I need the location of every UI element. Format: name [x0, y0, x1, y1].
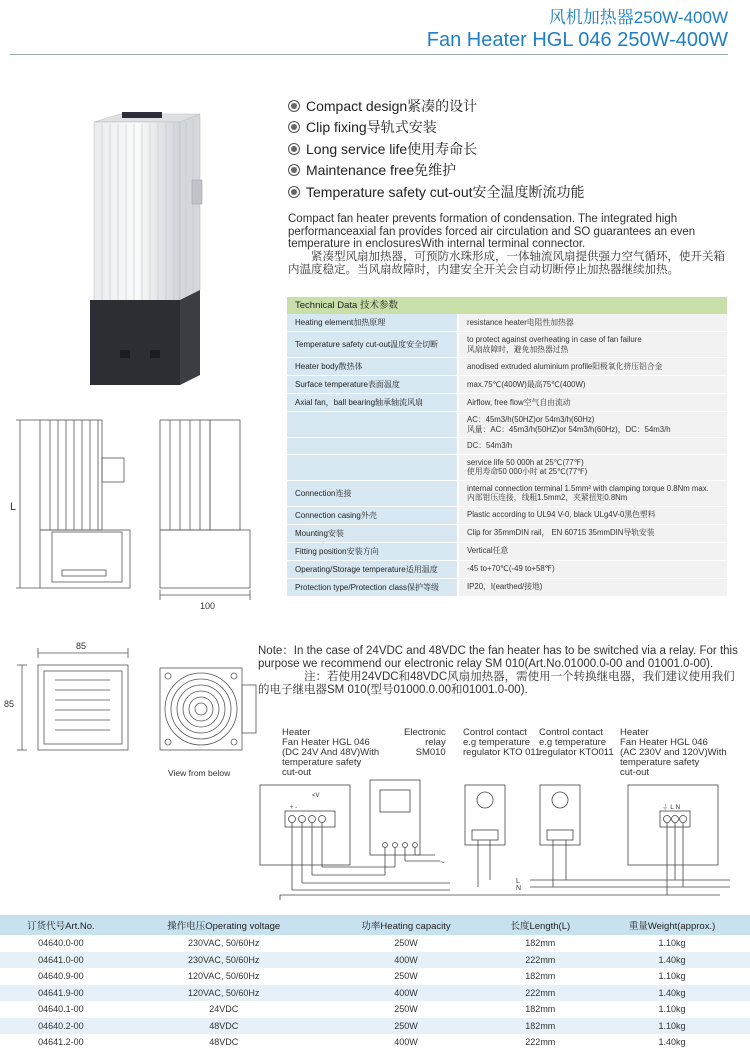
- feature-list: [288, 95, 728, 203]
- spec-header: 订货代号Art.No.: [0, 915, 122, 935]
- wiring-label-line: Fan Heater HGL 046: [620, 737, 708, 748]
- wiring-label-line: Control contact: [539, 727, 603, 738]
- table-cell: 1.40kg: [594, 985, 750, 1002]
- tech-row-value: [459, 438, 727, 454]
- tech-row: [287, 455, 727, 481]
- table-cell: 222mm: [525, 1037, 556, 1048]
- tech-row-label: Heating element加热原理: [287, 314, 457, 331]
- table-cell: 250W: [394, 971, 418, 982]
- wiring-heater-left: [282, 728, 379, 778]
- dim-85-side-label: 85: [4, 699, 15, 709]
- table-cell: 1.10kg: [658, 938, 686, 949]
- table-cell: 182mm: [525, 971, 556, 982]
- wiring-contact-2: [539, 728, 614, 758]
- table-cell: 04640.9-00: [38, 971, 84, 982]
- table-cell: 182mm: [525, 938, 556, 949]
- page-title-zh: 风机加热器250W-400W: [548, 8, 728, 27]
- feature-item: Long service life使用寿命长: [288, 138, 728, 160]
- tech-row-value: [459, 481, 727, 506]
- wiring-label-line: temperature safety: [620, 757, 700, 768]
- feature-item: Clip fixing导轨式安装: [288, 117, 728, 139]
- wiring-label-line: Heater: [282, 727, 311, 738]
- table-cell: 400W: [394, 1037, 418, 1048]
- tech-row-value: [459, 394, 727, 411]
- wiring-label-line: Heater: [620, 727, 649, 738]
- wiring-relay: [404, 728, 446, 758]
- spec-header: 操作电压Operating voltage: [122, 915, 326, 935]
- tech-row-value: [459, 455, 727, 480]
- table-cell: 222mm: [487, 952, 595, 969]
- dim-85-top-label: 85: [76, 641, 87, 651]
- table-cell: 120VAC, 50/60Hz: [188, 971, 260, 982]
- tech-row: [287, 438, 727, 455]
- table-cell: 48VDC: [209, 1037, 239, 1048]
- table-cell: 250W: [394, 938, 418, 949]
- table-cell: 04641.2-00: [38, 1037, 84, 1048]
- bullet-icon: [288, 143, 300, 155]
- table-cell: 250W: [394, 1004, 418, 1015]
- tech-value-line: -45 to+70℃(-49 to+58℉): [467, 564, 555, 574]
- tech-value-line: max.75℃(400W)最高75℃(400W): [467, 379, 586, 389]
- tech-value-line: 使用寿命50 000小时 at 25℃(77℉): [467, 467, 588, 476]
- tech-row-label: Mounting安装: [287, 525, 457, 542]
- view-caption: View from below: [168, 768, 231, 778]
- tech-value-line: DC：54m3/h: [467, 441, 513, 450]
- tech-value-line: 风量：AC：45m3/h(50HZ)or 54m3/h(60Hz)，DC：54m3/h: [467, 424, 671, 434]
- tech-row-label: Surface temperature表面温度: [287, 376, 457, 393]
- spec-header: 长度Length(L): [487, 915, 595, 935]
- tech-value-line: service life 50 000h at 25℃(77℉): [467, 457, 584, 467]
- tech-row: [287, 394, 727, 412]
- tech-row: [287, 412, 727, 438]
- tech-row-value: [459, 561, 727, 578]
- table-cell: 400W: [326, 952, 487, 969]
- table-cell: 230VAC, 50/60Hz: [122, 952, 326, 969]
- table-row: [0, 952, 750, 969]
- tech-value-line: 风扇故障时，避免加热器过热: [467, 344, 569, 354]
- wiring-label-line: regulator KTO 011: [463, 747, 541, 758]
- tech-value-line: Plastic according to UL94 V-0, black ULg4V-0黑色塑料: [467, 510, 656, 520]
- wiring-label-line: cut-out: [620, 767, 650, 778]
- wiring-heater-right: [620, 728, 727, 778]
- table-cell: 400W: [326, 985, 487, 1002]
- wiring-contact-1: [463, 728, 540, 758]
- table-cell: 04640.0-00: [38, 938, 84, 949]
- tech-row-label: Protection type/Protection class保护等级: [287, 579, 457, 596]
- bullet-icon: [288, 164, 300, 176]
- dimension-drawings: [0, 400, 260, 780]
- tech-row-value: [459, 507, 727, 524]
- spec-header: 功率Heating capacity: [326, 915, 487, 935]
- tech-row: [287, 332, 727, 358]
- tech-value-line: Clip for 35mmDIN rail， EN 60715 35mmDIN导轨安装: [467, 528, 655, 538]
- tech-row: [287, 525, 727, 543]
- tech-row-label: [287, 438, 457, 454]
- tech-value-line: to protect against overheating in case of fan failure: [467, 335, 642, 344]
- table-cell: 04640.2-00: [0, 1018, 122, 1035]
- tech-row: [287, 561, 727, 579]
- wiring-label-line: SM010: [415, 747, 446, 758]
- note-en: Note：In the case of 24VDC and 48VDC the fan heater has to be switched via a relay. For this purpose we recommend our electronic relay SM 010(Art.No.01000.0-00 and 01001.0-00).: [258, 645, 738, 670]
- wiring-label-line: Electronic: [404, 727, 446, 738]
- tech-row-label: Connection casing外壳: [287, 507, 457, 524]
- terminal-right-label: ⏚ L N: [662, 804, 681, 811]
- tech-value-line: Vertical任意: [467, 546, 509, 556]
- description-zh: 紧凑型风扇加热器，可预防水珠形成，一体轴流风扇提供强力空气循环，使开关箱内温度稳定。当风扇故障时，内建安全开关会自动切断停止加热器继续加热。: [288, 250, 725, 277]
- tech-row-label: [287, 412, 457, 437]
- product-description: [288, 213, 728, 278]
- mains-symbol: ~: [440, 858, 445, 867]
- wiring-diagram: [250, 775, 740, 905]
- wiring-label-line: e.g temperature: [463, 737, 531, 748]
- table-cell: 1.10kg: [658, 1004, 686, 1015]
- description-en: Compact fan heater prevents formation of condensation. The integrated high performanceaxial fan provides forced air circulation and SO guarantees an even temperature in enclosuresWith internal terminal connector.: [288, 213, 696, 251]
- bullet-icon: [288, 100, 300, 112]
- table-cell: 250W: [326, 1018, 487, 1035]
- table-cell: 1.10kg: [594, 1018, 750, 1035]
- order-spec-table: [0, 915, 750, 1051]
- feature-item: Temperature safety cut-out安全温度断流功能: [288, 181, 728, 203]
- tech-value-line: IP20，I(earthed/接地): [467, 582, 543, 592]
- tech-row-label: Operating/Storage temperature适用温度: [287, 561, 457, 578]
- technical-data-table: [287, 297, 727, 597]
- table-cell: 1.40kg: [658, 1037, 686, 1048]
- table-cell: 222mm: [487, 985, 595, 1002]
- tech-row: [287, 543, 727, 561]
- table-row: [0, 935, 750, 952]
- wiring-label-line: regulator KTO011: [539, 747, 614, 758]
- tech-value-line: Airflow, free flow空气自由流动: [467, 397, 571, 407]
- relay-note: [258, 645, 738, 697]
- table-row: [0, 968, 750, 985]
- dim-l-label: L: [10, 501, 17, 513]
- tech-row: [287, 358, 727, 376]
- tech-row: [287, 376, 727, 394]
- tech-value-line: internal connection terminal 1.5mm² with clamping torque 0.8Nm max.: [467, 483, 709, 493]
- table-cell: 182mm: [487, 1018, 595, 1035]
- tech-row-value: [459, 579, 727, 596]
- tech-row: [287, 314, 727, 332]
- table-row: [0, 1034, 750, 1051]
- technical-data-title: Technical Data 技术参数: [287, 297, 727, 314]
- wiring-label-line: Fan Heater HGL 046: [282, 737, 370, 748]
- line-n-label: N: [516, 885, 522, 892]
- tech-row-value: [459, 376, 727, 393]
- table-cell: 230VAC, 50/60Hz: [188, 938, 260, 949]
- wiring-label-line: temperature safety: [282, 757, 362, 768]
- tech-row-label: Connection连接: [287, 481, 457, 506]
- terminal-left-label: + -: [290, 805, 298, 811]
- tech-row-label: [287, 455, 457, 480]
- tech-value-line: anodised extruded aluminium profile阳极氧化挤压铝合金: [467, 361, 663, 371]
- table-cell: 48VDC: [122, 1018, 326, 1035]
- table-cell: 24VDC: [209, 1004, 239, 1015]
- tech-value-line: AC：45m3/h(50HZ)or 54m3/h(60Hz): [467, 415, 595, 424]
- feature-item: Maintenance free免维护: [288, 160, 728, 182]
- line-l-label: L: [516, 878, 520, 885]
- tech-row-label: Temperature safety cut-out温度安全切断: [287, 332, 457, 357]
- tech-row: [287, 481, 727, 507]
- tech-value-line: 内部钳压连接，线粗1.5mm2，夹紧扭矩0.8Nm: [467, 493, 628, 502]
- bullet-icon: [288, 121, 300, 133]
- tech-row-value: [459, 412, 727, 437]
- table-row: [0, 1001, 750, 1018]
- table-cell: 182mm: [525, 1004, 556, 1015]
- tech-value-line: resistance heater电阻性加热器: [467, 317, 574, 327]
- table-cell: 120VAC, 50/60Hz: [122, 985, 326, 1002]
- wiring-label-line: e.g temperature: [539, 737, 607, 748]
- tech-row-value: [459, 332, 727, 357]
- wiring-label-line: (DC 24V And 48V)With: [282, 747, 380, 758]
- table-cell: 04641.0-00: [0, 952, 122, 969]
- note-zh: 注：若使用24VDC和48VDC风扇加热器，需使用一个转换继电器，我们建议使用我们的电子继电器SM 010(型号01000.0.00和01001.0-00).: [258, 671, 735, 696]
- tech-row-label: Heater body散热体: [287, 358, 457, 375]
- table-row: [0, 1018, 750, 1035]
- dim-100-label: 100: [200, 601, 216, 611]
- product-photo: [80, 110, 210, 390]
- table-cell: 1.10kg: [658, 971, 686, 982]
- tech-row-value: [459, 358, 727, 375]
- header-divider: [10, 54, 728, 55]
- tech-row-value: [459, 314, 727, 331]
- page-title-en: Fan Heater HGL 046 250W-400W: [426, 29, 728, 51]
- feature-item: Compact design紧凑的设计: [288, 95, 728, 117]
- tech-row-label: Axial fan，ball bearing轴承轴流风扇: [287, 394, 457, 411]
- bullet-icon: [288, 186, 300, 198]
- page-header: [427, 8, 728, 52]
- table-row: [0, 985, 750, 1002]
- wiring-label-line: cut-out: [282, 767, 312, 778]
- wiring-label-line: Control contact: [463, 727, 527, 738]
- tech-row-label: Fitting position安装方向: [287, 543, 457, 560]
- tech-row: [287, 579, 727, 597]
- table-cell: 1.40kg: [594, 952, 750, 969]
- table-cell: 04640.1-00: [38, 1004, 84, 1015]
- spec-header: 重量Weight(approx.): [594, 915, 750, 935]
- tech-row-value: [459, 543, 727, 560]
- tech-row: [287, 507, 727, 525]
- relay-voltage-label: <V: [312, 793, 320, 799]
- table-cell: 04641.9-00: [0, 985, 122, 1002]
- wiring-label-line: (AC 230V and 120V)With: [620, 747, 727, 758]
- tech-row-value: [459, 525, 727, 542]
- wiring-label-line: relay: [425, 737, 446, 748]
